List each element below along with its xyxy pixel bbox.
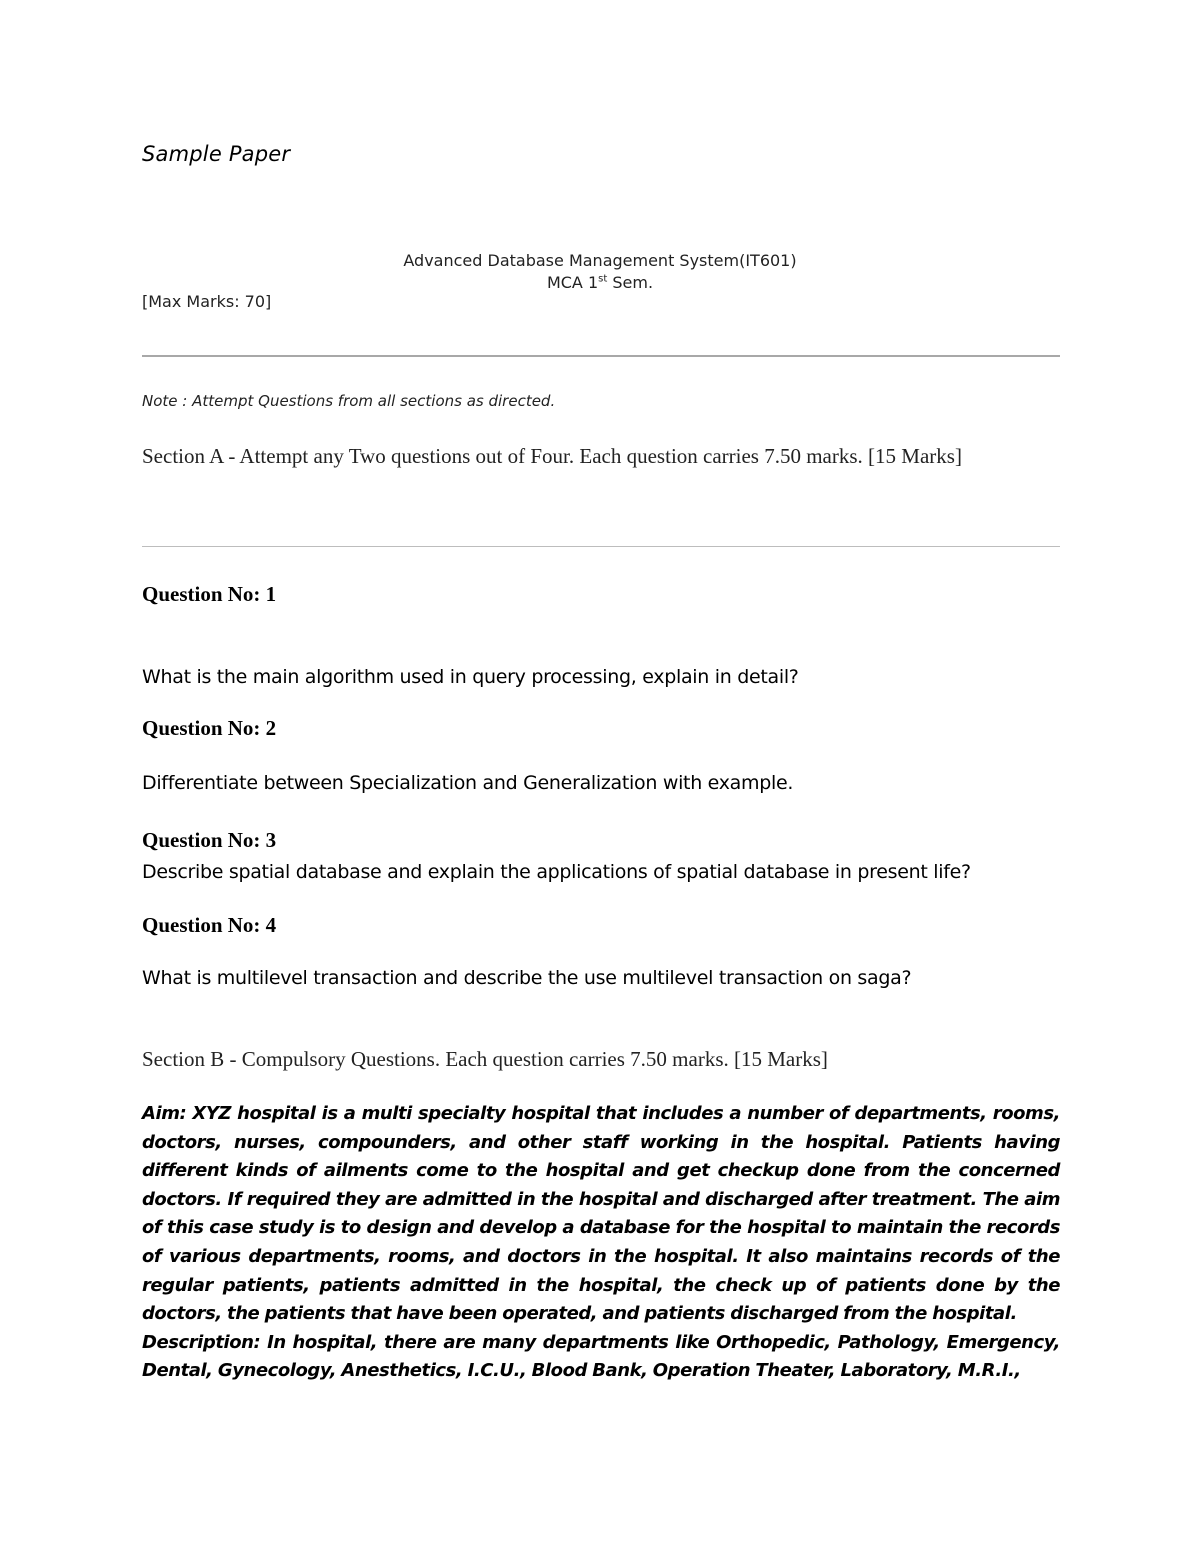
section-a-instructions: Section A - Attempt any Two questions out of Four. Each question carries 7.50 marks. [15 Marks] [142,444,962,468]
section-b-instructions: Section B - Compulsory Questions. Each question carries 7.50 marks. [15 Marks] [142,1047,828,1071]
semester-line [0,272,1200,294]
question-4-text: What is multilevel transaction and describe the use multilevel transaction on saga? [142,967,912,989]
header-divider [142,355,1060,357]
course-header [0,250,1200,294]
semester-prefix: MCA 1 [546,273,599,292]
case-study-description: Description: In hospital, there are many departments like Orthopedic, Pathology, Emergency, Dental, Gynecology, Anesthetics, I.C.U., Blood Bank, Operation Theater, Laboratory, M.R.I., [142,1331,1060,1382]
case-study-text [142,1100,1060,1386]
question-1-text: What is the main algorithm used in query processing, explain in detail? [142,666,799,688]
question-2-text: Differentiate between Specialization and Generalization with example. [142,772,794,794]
question-4-heading: Question No: 4 [142,913,277,937]
question-2-heading: Question No: 2 [142,716,277,740]
document-title: Sample Paper [142,142,291,166]
max-marks: [Max Marks: 70] [142,292,272,311]
semester-ordinal: st [598,273,608,285]
course-name: Advanced Database Management System(IT601) [403,251,797,270]
semester-suffix: Sem. [607,273,654,292]
question-3-heading: Question No: 3 [142,828,277,852]
question-3-text: Describe spatial database and explain the applications of spatial database in present life? [142,861,971,883]
case-study-aim: Aim: XYZ hospital is a multi specialty hospital that includes a number of departments, rooms, doctors, nurses, compounders, and other staff working in the hospital. Patients having different kinds of ailments come to the hospital and get checkup done from the concerned doctors. If required they are admitted in the hospital and discharged after treatment. The aim of this case study is to design and develop a database for the hospital to maintain the records of various departments, rooms, and doctors in the hospital. It also maintains records of the regular patients, patients admitted in the hospital, the check up of patients done by the doctors, the patients that have been operated, and patients discharged from the hospital. [142,1103,1060,1325]
exam-note: Note : Attempt Questions from all sections as directed. [142,392,556,410]
question-1-heading: Question No: 1 [142,582,277,606]
section-divider [142,546,1060,547]
